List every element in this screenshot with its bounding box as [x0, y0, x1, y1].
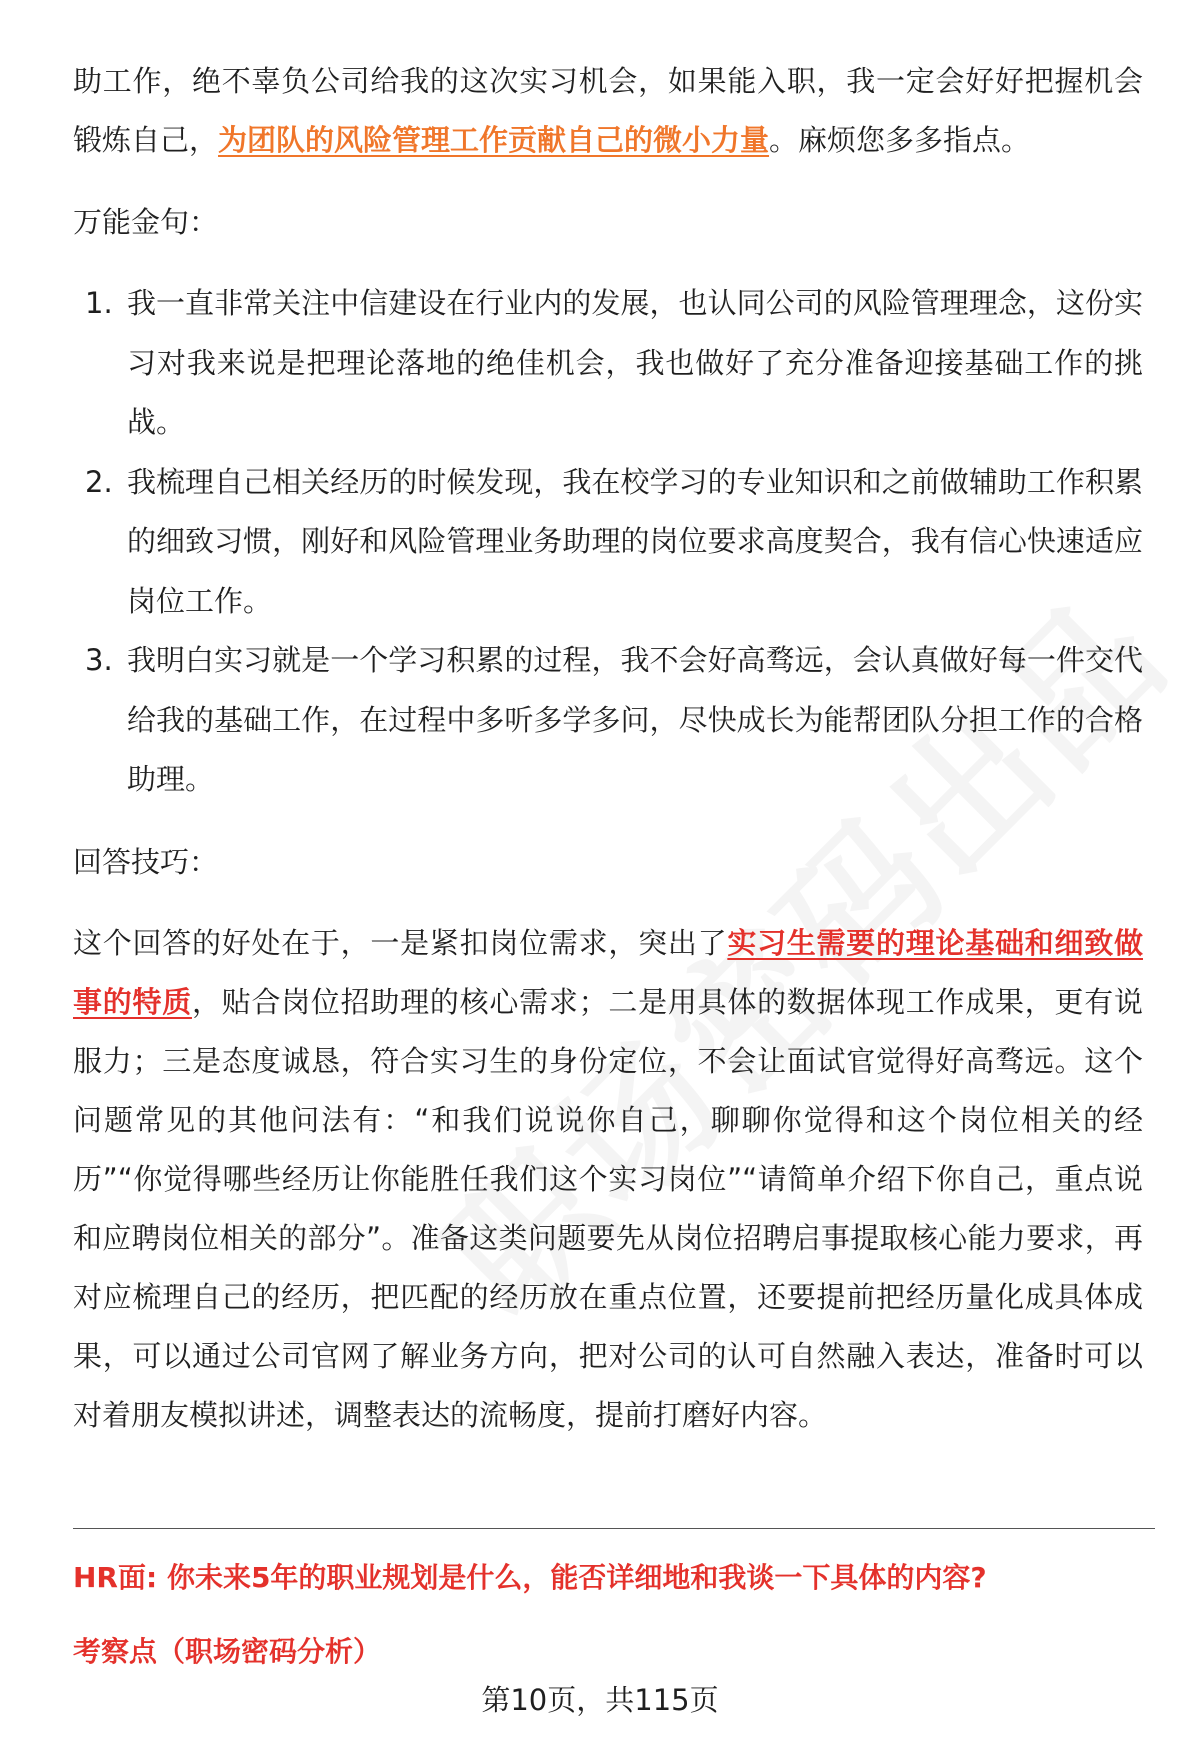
tips-heading: 回答技巧：: [73, 844, 219, 879]
hr-question-title: HR面: 你未来5年的职业规划是什么，能否详细地和我谈一下具体的内容?: [73, 1561, 987, 1594]
section-divider: [73, 1528, 1155, 1529]
intro-text-start: 助工作，绝不辜负公司给我的这次实习机会，如果能入职，我一定会好好把握机会锻炼自己，: [73, 64, 1143, 157]
exam-point-heading: 考察点（职场密码分析）: [73, 1635, 382, 1668]
list-item-number: 3.: [85, 643, 113, 677]
list-item: [73, 274, 1143, 453]
intro-paragraph: [73, 52, 1143, 170]
list-item-text: 我明白实习就是一个学习积累的过程，我不会好高骛远，会认真做好每一件交代给我的基础工作，在过程中多听多学多问，尽快成长为能帮团队分担工作的合格助理。: [127, 643, 1143, 796]
tips-paragraph: [73, 914, 1143, 1445]
tips-text-end: ，贴合岗位招助理的核心需求；二是用具体的数据体现工作成果，更有说服力；三是态度诚恳，符合实习生的身份定位，不会让面试官觉得好高骛远。这个问题常见的其他问法有：“和我们说说你自己，聊聊你觉得和这个岗位相关的经历”“你觉得哪些经历让你能胜任我们这个实习岗位”“请简单介绍下你自己，重点说和应聘岗位相关的部分”。准备这类问题要先从岗位招聘启事提取核心能力要求，再对应梳理自己的经历，把匹配的经历放在重点位置，还要提前把经历量化成具体成果，可以通过公司官网了解业务方向，把对公司的认可自然融入表达，准备时可以对着朋友模拟讲述，调整表达的流畅度，提前打磨好内容。: [73, 984, 1143, 1432]
page-content: [73, 52, 1143, 1445]
golden-sentences-list: [73, 274, 1143, 810]
list-item-number: 2.: [85, 464, 113, 499]
list-item-text: 我一直非常关注中信建设在行业内的发展，也认同公司的风险管理理念，这份实习对我来说是把理论落地的绝佳机会，我也做好了充分准备迎接基础工作的挑战。: [127, 286, 1143, 439]
tips-highlight: 实习生需要的理论基础和细致做事的特质: [73, 925, 1143, 1019]
intro-text-end: 。麻烦您多多指点。: [769, 123, 1031, 157]
intro-highlight: 为团队的风险管理工作贡献自己的微小力量: [218, 123, 770, 157]
golden-sentences-heading: 万能金句：: [73, 205, 219, 239]
list-item-number: 1.: [85, 286, 113, 320]
list-item: [73, 631, 1143, 810]
list-item: [73, 453, 1143, 632]
list-item-text: 我梳理自己相关经历的时候发现，我在校学习的专业知识和之前做辅助工作积累的细致习惯，刚好和风险管理业务助理的岗位要求高度契合，我有信心快速适应岗位工作。: [127, 464, 1143, 618]
page-number: 第10页，共115页: [481, 1683, 719, 1717]
tips-text-start: 这个回答的好处在于，一是紧扣岗位需求，突出了: [73, 925, 728, 960]
